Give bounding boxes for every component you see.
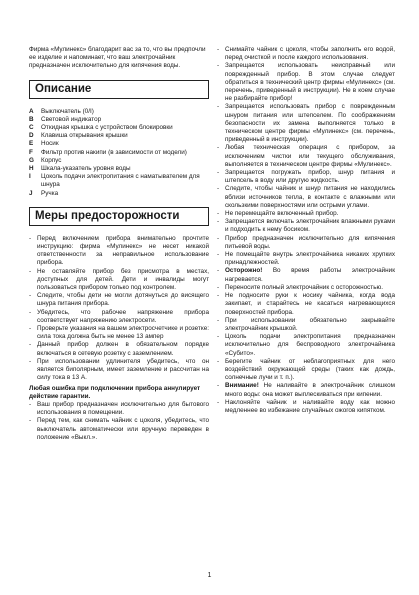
list-item-text: При использовании удлинителя убедитесь, что он является биполярным, имеет заземление и рассчитан на силу тока в 13 А.	[37, 357, 209, 382]
list-item-text: Не оставляйте прибор без присмотра в местах, доступных для детей. Дети и инвалиды могут пользоваться прибором только под контролем.	[37, 267, 209, 292]
description-heading: Описание	[29, 80, 209, 99]
list-item: - Данный прибор должен в обязательном порядке включаться в сетевую розетку с заземлением.	[29, 341, 209, 357]
list-item-text: Снимайте чайник с цоколя, чтобы заполнить его водой, перед очисткой и после каждого использования.	[225, 46, 395, 62]
last-item-text: Наклоняйте чайник и наливайте воду как можно медленнее во избежание случайных ожогов кипятком.	[225, 398, 395, 414]
list-item: - Внимание! Не наливайте в электрочайник слишком много воды: она может выплескиваться при кипении.	[217, 382, 395, 398]
list-item: - Следите, чтобы чайник и шнур питания не находились вблизи источников тепла, в контакте с влажными или скользкими поверхностями или острыми углами.	[217, 185, 395, 209]
part-item	[29, 157, 209, 165]
list-item: - Проверьте указания на вашем электросчетчике и розетке: сила тока должна быть не менее 13 ампер	[29, 325, 209, 341]
caution-label: Осторожно!	[225, 267, 263, 275]
precautions-list-right-after	[217, 284, 395, 382]
list-item-text: Ваш прибор предназначен исключительно для бытового использования в помещении.	[37, 400, 209, 417]
part-letter: G	[29, 156, 34, 164]
part-label: Откидная крышка с устройством блокировки	[41, 124, 173, 132]
list-item-text: Запрещается использовать прибор с поврежденным шнуром питания или штепселем. По соображениям безопасности их замена выполняется только в техническом центре фирмы «Мулинекс» (см. перечень, приведенный в инструкции).	[225, 103, 395, 144]
list-item-text: Прибор предназначен исключительно для кипячения питьевой воды.	[225, 234, 395, 250]
list-item-text: Запрещается использовать неисправный или поврежденный прибор. В этом случае следует обратиться в технический центр фирмы «Мулинекс» (см. перечень, приведенный в инструкции). Не в коем случае не разбирайте прибор!	[225, 62, 395, 103]
part-item	[29, 173, 209, 189]
list-item-text: Убедитесь, что рабочее напряжение прибора соответствует напряжению электросети.	[37, 308, 209, 324]
part-letter: C	[29, 124, 34, 132]
warranty-warning: Любая ошибка при подключении прибора аннулирует действие гарантии.	[29, 384, 201, 400]
list-item-text: Не перемещайте включенный прибор.	[225, 210, 339, 218]
attention-text: Не наливайте в электрочайник слишком много воды: она может выплескиваться при кипении.	[225, 382, 395, 398]
part-label: Цоколь подачи электропитания с наматывателем для шнура	[41, 173, 200, 189]
caution-item	[217, 267, 395, 283]
list-item-text: Перед тем, как снимать чайник с цоколя, убедитесь, что выключатель автоматически или вручную переведен в положение «Выкл.».	[37, 417, 209, 441]
attention-item	[217, 382, 395, 415]
list-item: - Запрещается использовать прибор с поврежденным шнуром питания или штепселем. По соображениям безопасности их замена выполняется только в техническом центре фирмы «Мулинекс» (см. перечень, приведенный в инструкции).	[217, 103, 395, 144]
list-item-text: Проверьте указания на вашем электросчетчике и розетке: сила тока должна быть не менее 13 ампер	[37, 325, 209, 341]
part-letter: J	[29, 189, 33, 197]
part-item	[29, 190, 209, 198]
list-item-text: Цоколь подачи электропитания предназначен исключительно для беспроводного электрочайника «Субито».	[225, 333, 395, 357]
right-column	[217, 46, 395, 415]
list-item: - Перед включением прибора внимательно прочтите инструкцию: фирма «Мулинекс» не несет никакой ответственности за неправильное использование прибора.	[29, 234, 209, 267]
parts-list	[29, 108, 209, 198]
part-letter: F	[29, 148, 33, 156]
list-item: - Переносите полный электрочайник с осторожностью.	[217, 284, 395, 292]
list-item: - Следите, чтобы дети не могли дотянуться до висящего шнура питания прибора.	[29, 292, 209, 308]
list-item: - Не перемещайте включенный прибор.	[217, 210, 395, 218]
list-item-text: Перед включением прибора внимательно прочтите инструкцию: фирма «Мулинекс» не несет никакой ответственности за неправильное использование прибора.	[37, 234, 209, 267]
part-letter: H	[29, 165, 34, 173]
precautions-list-left	[29, 235, 209, 383]
part-label: Световой индикатор	[41, 115, 102, 123]
list-item-text: Данный прибор должен в обязательном порядке включаться в сетевую розетку с заземлением.	[37, 341, 209, 357]
list-item-text: Любая техническая операция с прибором, за исключением чистки или текущего обслуживания, выполняется в техническом центре фирмы «Мулинекс».	[225, 144, 395, 168]
list-item: - Не оставляйте прибор без присмотра в местах, доступных для детей. Дети и инвалиды могут пользоваться прибором только под контролем.	[29, 267, 209, 292]
list-item-text: Запрещается включать электрочайник влажными руками и подходить к нему босиком.	[225, 218, 395, 234]
caution-text: Во время работы электрочайник нагревается.	[225, 267, 395, 283]
part-item	[29, 124, 209, 132]
list-item: - Цоколь подачи электропитания предназначен исключительно для беспроводного электрочайника «Субито».	[217, 333, 395, 357]
precautions-heading: Меры предосторожности	[29, 207, 209, 226]
list-item: - Запрещается использовать неисправный или поврежденный прибор. В этом случае следует обратиться в технический центр фирмы «Мулинекс» (см. перечень, приведенный в инструкции). Не в коем случае не разбирайте прибор!	[217, 62, 395, 103]
part-letter: E	[29, 140, 34, 148]
list-item-text: Запрещается погружать прибор, шнур питания и штепсель в воду или другую жидкость.	[225, 169, 395, 185]
list-item-text: Следите, чтобы чайник и шнур питания не находились вблизи источников тепла, в контакте с влажными или скользкими поверхностями или острыми углами.	[225, 185, 395, 209]
part-label: Носик	[41, 140, 59, 148]
precautions-list-right	[217, 46, 395, 267]
list-item: - Запрещается погружать прибор, шнур питания и штепсель в воду или другую жидкость.	[217, 169, 395, 185]
page-number: 1	[207, 572, 212, 579]
list-item: - Прибор предназначен исключительно для кипячения питьевой воды.	[217, 234, 395, 250]
list-item: - Ваш прибор предназначен исключительно для бытового использования в помещении.	[29, 400, 209, 417]
list-item: - Снимайте чайник с цоколя, чтобы заполнить его водой, перед очисткой и после каждого использования.	[217, 46, 395, 62]
list-item-text: Не подносите руки к носику чайника, когда вода закипает, и старайтесь не касаться нагревающихся поверхностей прибора.	[225, 292, 395, 316]
part-label: Выключатель (0/I)	[41, 107, 94, 115]
part-letter: D	[29, 132, 34, 140]
part-item	[29, 108, 209, 116]
left-column	[29, 46, 209, 442]
list-item: - Осторожно! Во время работы электрочайник нагревается.	[217, 267, 395, 283]
list-item-text: При использовании обязательно закрывайте электрочайник крышкой.	[225, 316, 395, 332]
list-item: - При использовании обязательно закрывайте электрочайник крышкой.	[217, 316, 395, 332]
part-letter: A	[29, 107, 34, 115]
part-label: Фильтр против накипи (в зависимости от модели)	[41, 148, 187, 156]
list-item-text: Переносите полный электрочайник с осторожностью.	[225, 283, 384, 291]
part-item	[29, 165, 209, 173]
list-item: - Убедитесь, что рабочее напряжение прибора соответствует напряжению электросети.	[29, 308, 209, 324]
part-label: Клавиша открывания крышки	[41, 132, 128, 140]
part-item	[29, 132, 209, 140]
list-item-text: Берегите чайник от неблагоприятных для него воздействий окружающей среды (таких как дождь, солнечные лучи и т. п.).	[225, 357, 395, 382]
part-letter: B	[29, 115, 34, 123]
list-item: - Любая техническая операция с прибором, за исключением чистки или текущего обслуживания, выполняется в техническом центре фирмы «Мулинекс».	[217, 144, 395, 168]
part-label: Шкала-указатель уровня воды	[41, 165, 131, 173]
part-label: Ручка	[41, 189, 59, 197]
list-item-text: Следите, чтобы дети не могли дотянуться до висящего шнура питания прибора.	[37, 292, 209, 308]
list-item: - Не подносите руки к носику чайника, когда вода закипает, и старайтесь не касаться нагревающихся поверхностей прибора.	[217, 292, 395, 316]
part-item	[29, 140, 209, 148]
list-item: - Берегите чайник от неблагоприятных для него воздействий окружающей среды (таких как дождь, солнечные лучи и т. п.).	[217, 357, 395, 382]
part-label: Корпус	[41, 156, 62, 164]
list-item-text: Не помещайте внутрь электрочайника никаких хрупких принадлежностей.	[225, 251, 395, 267]
part-item	[29, 116, 209, 124]
part-letter: I	[29, 173, 31, 181]
list-item: - Наклоняйте чайник и наливайте воду как можно медленнее во избежание случайных ожогов кипятком.	[217, 398, 395, 414]
list-item: - Не помещайте внутрь электрочайника никаких хрупких принадлежностей.	[217, 251, 395, 267]
intro-text: Фирма «Мулинекс» благодарит вас за то, что вы предпочли ее изделие и напоминает, что ваш электрочайник предназначен исключительно для кипячения воды.	[29, 46, 206, 70]
attention-label: Внимание!	[225, 382, 259, 390]
part-item	[29, 149, 209, 157]
list-item: - При использовании удлинителя убедитесь, что он является биполярным, имеет заземление и рассчитан на силу тока в 13 А.	[29, 357, 209, 382]
list-item: - Перед тем, как снимать чайник с цоколя, убедитесь, что выключатель автоматически или вручную переведен в положение «Выкл.».	[29, 417, 209, 441]
precautions-list-left-after	[29, 401, 209, 442]
list-item: - Запрещается включать электрочайник влажными руками и подходить к нему босиком.	[217, 218, 395, 234]
